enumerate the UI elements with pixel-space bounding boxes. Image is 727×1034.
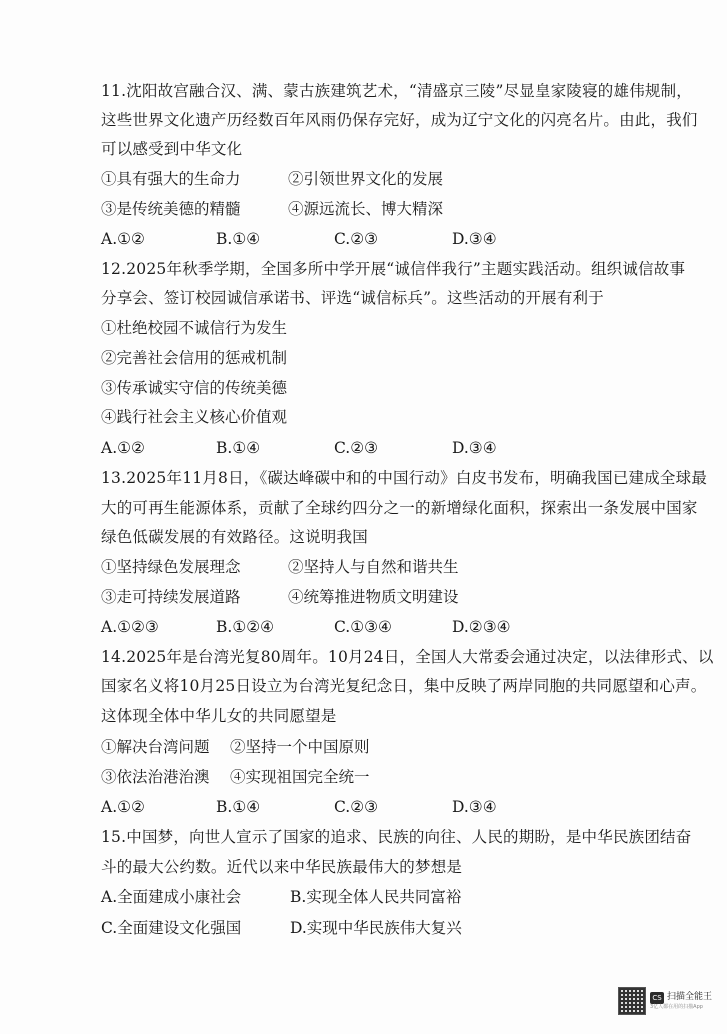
q14-item-2: ②坚持一个中国原则	[230, 738, 370, 756]
q11-item-4: ④源远流长、博大精深	[288, 200, 444, 218]
q12-item-2: ②完善社会信用的惩戒机制	[101, 349, 288, 367]
watermark-title: 扫描全能王	[667, 992, 713, 1002]
q11-item-2: ②引领世界文化的发展	[288, 170, 444, 188]
q14-stem-line-1: 14.2025年是台湾光复80周年。10月24日，全国人大常委会通过决定，以法律形式、以	[101, 648, 714, 666]
q13-stem-line-1: 13.2025年11月8日，《碳达峰碳中和的中国行动》白皮书发布，明确我国已建成全球最	[101, 469, 708, 487]
q14-choice-a: A.①②	[101, 798, 145, 816]
q13-choice-c: C.①③④	[334, 618, 392, 636]
q13-item-4: ④统筹推进物质文明建设	[288, 588, 459, 606]
q12-choice-c: C.②③	[334, 439, 379, 457]
q13-choice-d: D.②③④	[452, 618, 511, 636]
q12-choice-b: B.①④	[216, 439, 261, 457]
q14-item-4: ④实现祖国完全统一	[230, 768, 370, 786]
q11-item-3: ③是传统美德的精髓	[101, 200, 241, 218]
q11-choice-b: B.①④	[216, 230, 261, 248]
q13-choice-b: B.①②④	[216, 618, 275, 636]
watermark-subtitle: 3亿人都在用的扫描App	[650, 1003, 703, 1010]
q13-item-1: ①坚持绿色发展理念	[101, 558, 241, 576]
camscanner-logo-icon: CS	[650, 992, 664, 1004]
q15-choice-b: B.实现全体人民共同富裕	[290, 888, 462, 906]
q11-item-1: ①具有强大的生命力	[101, 170, 241, 188]
q12-stem-line-1: 12.2025年秋季学期，全国多所中学开展“诚信伴我行”主题实践活动。组织诚信故事	[101, 260, 686, 278]
q15-choice-c: C.全面建设文化强国	[101, 919, 242, 937]
q13-choice-a: A.①②③	[101, 618, 159, 636]
q12-choice-a: A.①②	[101, 439, 145, 457]
q14-choice-c: C.②③	[334, 798, 379, 816]
q14-stem-line-3: 这体现全体中华儿女的共同愿望是	[101, 707, 337, 725]
q15-stem-line-1: 15.中国梦，向世人宣示了国家的追求、民族的向往、人民的期盼，是中华民族团结奋	[101, 828, 692, 846]
q13-item-3: ③走可持续发展道路	[101, 588, 241, 606]
q13-stem-line-3: 绿色低碳发展的有效路径。这说明我国	[101, 528, 368, 546]
q12-item-3: ③传承诚实守信的传统美德	[101, 379, 288, 397]
q14-item-1: ①解决台湾问题	[101, 738, 210, 756]
q13-item-2: ②坚持人与自然和谐共生	[288, 558, 459, 576]
q15-choice-d: D.实现中华民族伟大复兴	[290, 919, 462, 937]
q11-choice-c: C.②③	[334, 230, 379, 248]
q12-item-1: ①杜绝校园不诚信行为发生	[101, 319, 288, 337]
scanner-watermark	[618, 986, 714, 1016]
q11-choice-d: D.③④	[452, 230, 497, 248]
q15-stem-line-2: 斗的最大公约数。近代以来中华民族最伟大的梦想是	[101, 858, 463, 876]
q11-stem-line-2: 这些世界文化遗产历经数百年风雨仍保存完好，成为辽宁文化的闪亮名片。由此，我们	[101, 111, 698, 129]
q12-stem-line-2: 分享会、签订校园诚信承诺书、评选“诚信标兵”。这些活动的开展有利于	[101, 289, 604, 307]
q11-stem-line-1: 11.沈阳故宫融合汉、满、蒙古族建筑艺术，“清盛京三陵”尽显皇家陵寝的雄伟规制，	[101, 82, 693, 100]
q13-stem-line-2: 大的可再生能源体系，贡献了全球约四分之一的新增绿化面积，探索出一条发展中国家	[101, 499, 698, 517]
qr-code-icon	[618, 987, 646, 1015]
q14-choice-b: B.①④	[216, 798, 261, 816]
q11-choice-a: A.①②	[101, 230, 145, 248]
q11-stem-line-3: 可以感受到中华文化	[101, 140, 243, 158]
q15-choice-a: A.全面建成小康社会	[101, 888, 242, 906]
q12-item-4: ④践行社会主义核心价值观	[101, 408, 288, 426]
q12-choice-d: D.③④	[452, 439, 497, 457]
watermark-text	[650, 992, 712, 1011]
q14-choice-d: D.③④	[452, 798, 497, 816]
q14-stem-line-2: 国家名义将10月25日设立为台湾光复纪念日，集中反映了两岸同胞的共同愿望和心声。	[101, 677, 707, 695]
q14-item-3: ③依法治港治澳	[101, 768, 210, 786]
